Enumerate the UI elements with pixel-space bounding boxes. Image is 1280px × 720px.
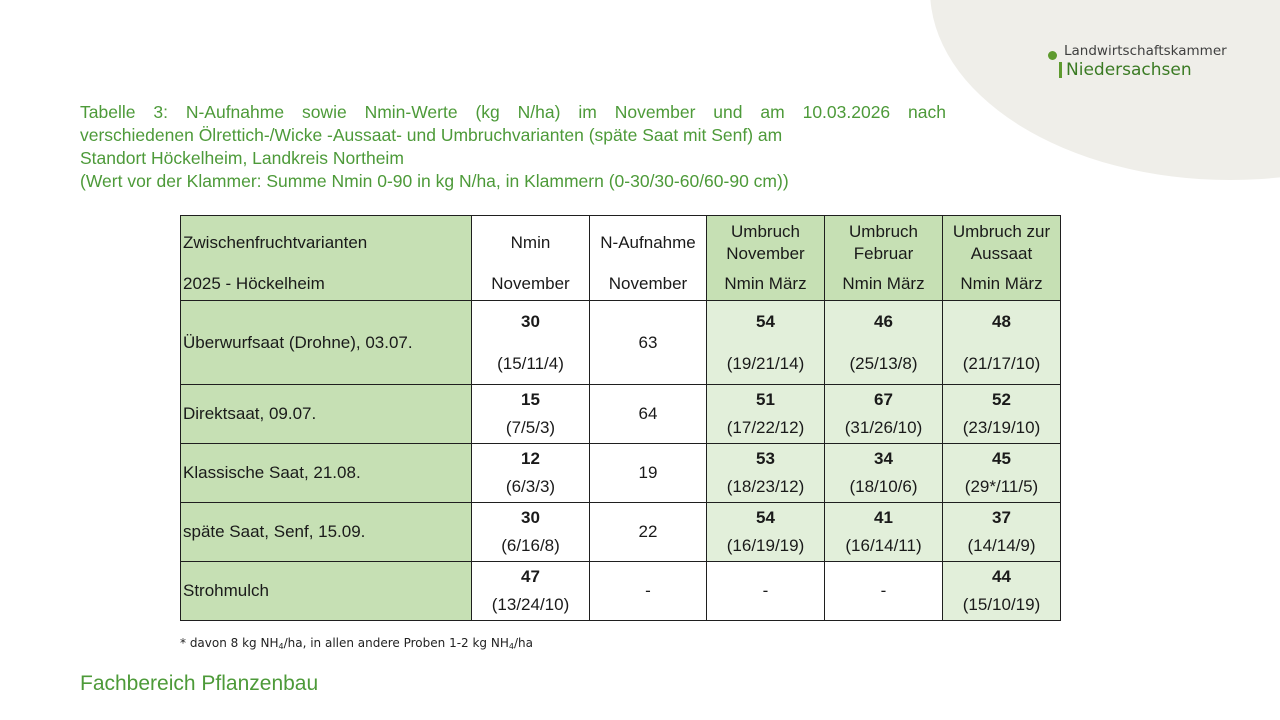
cell-nmin: 12 (6/3/3) bbox=[472, 444, 590, 503]
cell-umbruch-november: - bbox=[707, 562, 825, 621]
table-row bbox=[181, 301, 1061, 385]
row-label: Klassische Saat, 21.08. bbox=[181, 444, 472, 503]
row-label: späte Saat, Senf, 15.09. bbox=[181, 503, 472, 562]
header-n-aufnahme: N-Aufnahme November bbox=[590, 216, 707, 301]
cell-umbruch-november: 54 (19/21/14) bbox=[707, 301, 825, 385]
logo-dot-icon bbox=[1048, 51, 1057, 60]
cell-umbruch-februar: 41 (16/14/11) bbox=[825, 503, 943, 562]
cell-n-aufnahme: 63 bbox=[590, 301, 707, 385]
results-table bbox=[180, 215, 1061, 621]
cell-umbruch-aussaat: 52 (23/19/10) bbox=[943, 385, 1061, 444]
cell-umbruch-november: 54 (16/19/19) bbox=[707, 503, 825, 562]
cell-n-aufnahme: 19 bbox=[590, 444, 707, 503]
caption-line-3: Standort Höckelheim, Landkreis Northeim bbox=[80, 148, 404, 168]
cell-umbruch-aussaat: 44 (15/10/19) bbox=[943, 562, 1061, 621]
table-row bbox=[181, 562, 1061, 621]
caption-line-1: Tabelle 3: N-Aufnahme sowie Nmin-Werte (kg N/ha) im November und am 10.03.2026 nach bbox=[80, 102, 946, 122]
table-header-row bbox=[181, 216, 1061, 301]
header-umbruch-februar: Umbruch Februar Nmin März bbox=[825, 216, 943, 301]
header-umbruch-aussaat: Umbruch zur Aussaat Nmin März bbox=[943, 216, 1061, 301]
cell-umbruch-november: 51 (17/22/12) bbox=[707, 385, 825, 444]
row-label: Überwurfsaat (Drohne), 03.07. bbox=[181, 301, 472, 385]
cell-nmin: 30 (15/11/4) bbox=[472, 301, 590, 385]
table-row bbox=[181, 444, 1061, 503]
cell-umbruch-aussaat: 37 (14/14/9) bbox=[943, 503, 1061, 562]
cell-nmin: 15 (7/5/3) bbox=[472, 385, 590, 444]
logo-text-line2: Niedersachsen bbox=[1066, 60, 1192, 80]
logo-text-line1: Landwirtschaftskammer bbox=[1064, 43, 1227, 59]
table-caption bbox=[80, 101, 946, 193]
lwk-logo bbox=[1047, 42, 1247, 82]
footnote: * davon 8 kg $NH_4/ha$, in allen andere Proben 1-2 kg $NH_4/ha$ bbox=[180, 636, 533, 651]
corner-decoration bbox=[930, 0, 1280, 180]
header-nmin: Nmin November bbox=[472, 216, 590, 301]
cell-n-aufnahme: 22 bbox=[590, 503, 707, 562]
cell-umbruch-aussaat: 48 (21/17/10) bbox=[943, 301, 1061, 385]
footer-department: Fachbereich Pflanzenbau bbox=[80, 672, 319, 695]
caption-line-4: (Wert vor der Klammer: Summe Nmin 0-90 in kg N/ha, in Klammern (0-30/30-60/60-90 cm)) bbox=[80, 171, 789, 191]
cell-n-aufnahme: 64 bbox=[590, 385, 707, 444]
row-label: Direktsaat, 09.07. bbox=[181, 385, 472, 444]
caption-line-2: verschiedenen Ölrettich-/Wicke -Aussaat- und Umbruchvarianten (späte Saat mit Senf) am bbox=[80, 125, 783, 145]
header-umbruch-november: Umbruch November Nmin März bbox=[707, 216, 825, 301]
table-row bbox=[181, 503, 1061, 562]
cell-umbruch-februar: 46 (25/13/8) bbox=[825, 301, 943, 385]
cell-umbruch-februar: - bbox=[825, 562, 943, 621]
cell-umbruch-november: 53 (18/23/12) bbox=[707, 444, 825, 503]
cell-umbruch-aussaat: 45 (29*/11/5) bbox=[943, 444, 1061, 503]
header-zwischenfrucht: Zwischenfruchtvarianten 2025 - Höckelheim bbox=[181, 216, 472, 301]
cell-n-aufnahme: - bbox=[590, 562, 707, 621]
cell-nmin: 30 (6/16/8) bbox=[472, 503, 590, 562]
table-row bbox=[181, 385, 1061, 444]
cell-nmin: 47 (13/24/10) bbox=[472, 562, 590, 621]
row-label: Strohmulch bbox=[181, 562, 472, 621]
logo-bar-icon bbox=[1059, 62, 1062, 78]
cell-umbruch-februar: 67 (31/26/10) bbox=[825, 385, 943, 444]
cell-umbruch-februar: 34 (18/10/6) bbox=[825, 444, 943, 503]
